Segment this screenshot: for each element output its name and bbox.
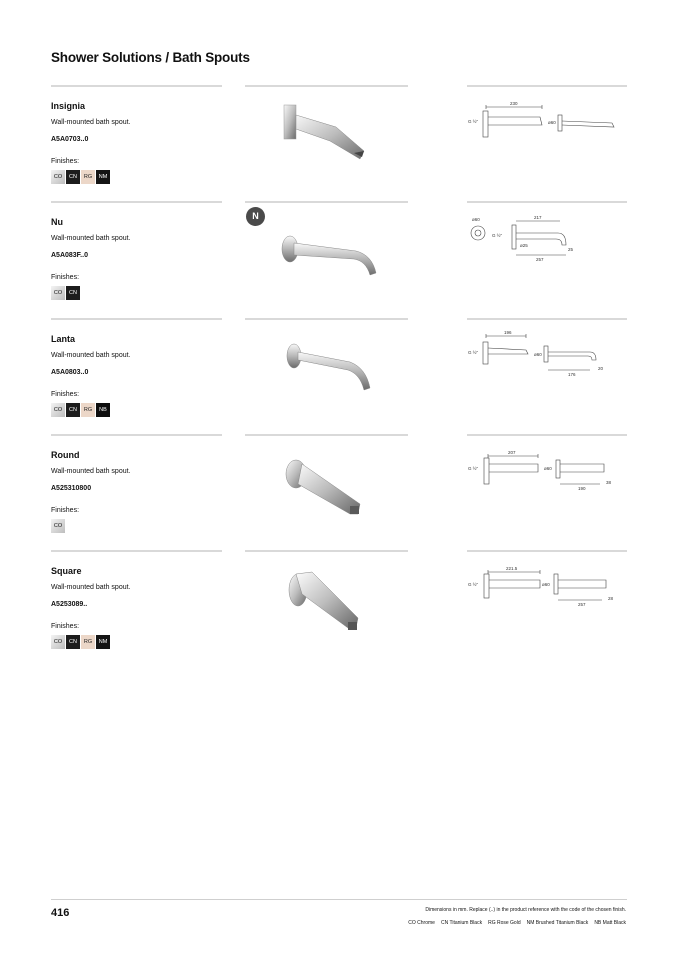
technical-drawing-lanta [466,328,626,384]
product-description: Wall-mounted bath spout. [51,119,131,126]
finish-swatches [51,635,110,649]
finish-swatch-cn[interactable]: CN [66,403,80,417]
row-divider [51,318,222,320]
technical-drawing-round [466,444,626,500]
technical-drawing-insignia [466,95,626,151]
row-divider [51,550,222,552]
finish-swatch-co[interactable]: CO [51,635,65,649]
dim-diameter: ø60 [548,120,556,125]
dim-thread: G ½" [468,350,479,355]
row-divider [245,318,408,320]
dim-height: 38 [606,480,612,485]
row-divider [467,550,627,552]
product-row-square [0,550,678,666]
dim-outlet: ø25 [520,243,528,248]
legend-item-co: CO Chrome [408,920,435,926]
row-divider [51,434,222,436]
product-description: Wall-mounted bath spout. [51,468,131,475]
dim-diameter: ø60 [542,582,550,587]
product-code: A525310800 [51,485,92,492]
finish-swatches [51,519,65,533]
product-name: Square [51,566,82,576]
dim-thread: G ½" [468,466,479,471]
finish-legend [408,920,626,926]
product-row-nu [0,201,678,317]
product-description: Wall-mounted bath spout. [51,584,131,591]
dim-height: 28 [608,596,614,601]
finish-swatch-rg[interactable]: RG [81,635,95,649]
finish-swatch-co[interactable]: CO [51,403,65,417]
finish-swatch-nm[interactable]: NM [96,635,110,649]
row-divider [51,85,222,87]
product-code: A5253089.. [51,601,88,608]
finishes-label: Finishes: [51,507,80,514]
legend-item-rg: RG Rose Gold [488,920,521,926]
product-row-round [0,434,678,550]
product-code: A5A0703..0 [51,136,89,143]
footer-divider [51,899,627,900]
page-number: 416 [51,907,70,919]
product-photo-round [268,448,408,520]
row-divider [467,434,627,436]
product-description: Wall-mounted bath spout. [51,352,131,359]
row-divider [51,201,222,203]
dim-overall: 190 [578,486,586,491]
product-row-lanta [0,318,678,434]
dim-length: 207 [508,450,516,455]
product-photo-lanta [268,332,408,404]
row-divider [245,85,408,87]
finish-swatch-cn[interactable]: CN [66,286,80,300]
row-divider [245,550,408,552]
finish-swatch-nb[interactable]: NB [96,403,110,417]
product-name: Lanta [51,334,76,344]
dim-diameter: ø60 [534,352,542,357]
row-divider [467,85,627,87]
dim-thread: G ½" [468,582,479,587]
product-description: Wall-mounted bath spout. [51,235,131,242]
dim-thread: G ½" [468,119,479,124]
technical-drawing-square [466,560,626,616]
finish-swatches [51,403,110,417]
dim-overall: 257 [536,257,544,262]
footer-note: Dimensions in mm. Replace (..) in the product reference with the code of the chosen finish. [425,907,626,913]
dim-length: 230 [510,101,518,106]
finish-swatch-co[interactable]: CO [51,519,65,533]
finish-swatches [51,170,110,184]
new-badge: N [246,207,265,226]
finishes-label: Finishes: [51,274,80,281]
finish-swatch-nm[interactable]: NM [96,170,110,184]
product-photo-insignia [268,99,408,171]
dim-overall: 257 [578,602,586,607]
dim-diameter: ø60 [472,217,480,222]
dim-length: 221.5 [506,566,518,571]
legend-item-nb: NB Matt Black [594,920,626,926]
dim-thread: G ½" [492,233,503,238]
finish-swatch-cn[interactable]: CN [66,635,80,649]
finish-swatch-rg[interactable]: RG [81,403,95,417]
finishes-label: Finishes: [51,623,80,630]
technical-drawing-nu [466,211,626,267]
dim-length: 196 [504,330,512,335]
row-divider [245,201,408,203]
dim-length: 217 [534,215,542,220]
product-photo-nu [268,215,408,287]
dim-overall: 176 [568,372,576,377]
row-divider [467,318,627,320]
finish-swatch-co[interactable]: CO [51,170,65,184]
finishes-label: Finishes: [51,158,80,165]
finish-swatch-co[interactable]: CO [51,286,65,300]
dim-height: 20 [598,366,604,371]
product-photo-square [268,564,408,636]
finish-swatch-cn[interactable]: CN [66,170,80,184]
product-name: Insignia [51,101,86,111]
page-title: Shower Solutions / Bath Spouts [51,50,250,65]
dim-height: 25 [568,247,574,252]
row-divider [467,201,627,203]
legend-item-nm: NM Brushed Titanium Black [526,920,589,926]
product-row-insignia [0,85,678,201]
finish-swatches [51,286,80,300]
product-code: A5A083F..0 [51,252,88,259]
finish-swatch-rg[interactable]: RG [81,170,95,184]
product-code: A5A0803..0 [51,369,89,376]
product-name: Round [51,450,80,460]
legend-item-cn: CN Titanium Black [440,920,483,926]
row-divider [245,434,408,436]
finishes-label: Finishes: [51,391,80,398]
product-name: Nu [51,217,63,227]
dim-diameter: ø60 [544,466,552,471]
